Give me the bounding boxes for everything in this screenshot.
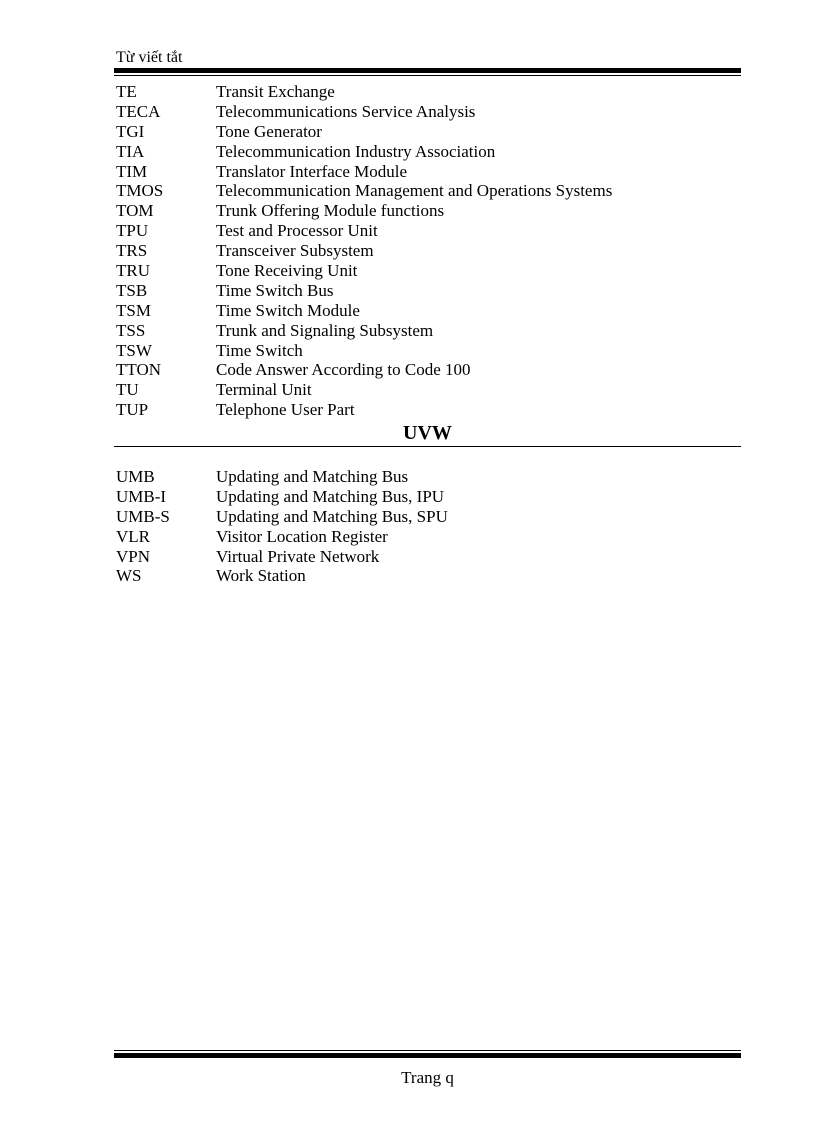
- abbreviation-meaning: Code Answer According to Code 100: [216, 360, 471, 380]
- abbreviation-meaning: Transceiver Subsystem: [216, 241, 374, 261]
- abbreviation-row: [116, 360, 741, 380]
- abbreviation-code: TSM: [116, 300, 151, 320]
- abbreviation-list-uvw: [116, 467, 741, 586]
- abbreviation-meaning: Translator Interface Module: [216, 161, 408, 181]
- page-header-title: Từ viết tắt: [116, 49, 183, 66]
- abbreviation-meaning: Visitor Location Register: [216, 526, 388, 546]
- page-number: Trang q: [401, 1068, 454, 1087]
- abbreviation-code: TU: [116, 380, 139, 400]
- abbreviation-row: [116, 102, 741, 122]
- abbreviation-row: [116, 122, 741, 142]
- abbreviation-code: UMB-I: [116, 486, 167, 506]
- section-rule: [114, 446, 741, 447]
- abbreviation-meaning: Tone Receiving Unit: [216, 261, 358, 281]
- abbreviation-meaning: Telephone User Part: [216, 400, 355, 420]
- abbreviation-meaning: Work Station: [216, 566, 306, 586]
- abbreviation-row: [116, 261, 741, 281]
- abbreviation-row: [116, 281, 741, 301]
- abbreviation-meaning: Trunk and Signaling Subsystem: [216, 320, 434, 340]
- abbreviation-row: [116, 142, 741, 162]
- footer-rule-thick: [114, 1053, 741, 1058]
- abbreviation-code: TIA: [116, 141, 145, 161]
- abbreviation-meaning: Terminal Unit: [216, 380, 312, 400]
- abbreviation-meaning: Updating and Matching Bus, IPU: [216, 486, 445, 506]
- abbreviation-code: TSS: [116, 320, 146, 340]
- abbreviation-code: UMB-S: [116, 506, 170, 526]
- abbreviation-row: [116, 162, 741, 182]
- abbreviation-meaning: Telecommunication Industry Association: [216, 141, 496, 161]
- abbreviation-meaning: Tone Generator: [216, 121, 322, 141]
- abbreviation-row: [116, 400, 741, 420]
- header-rule-thin: [114, 75, 741, 76]
- abbreviation-code: UMB: [116, 467, 155, 486]
- abbreviation-row: [116, 321, 741, 341]
- abbreviation-code: TMOS: [116, 181, 164, 201]
- abbreviation-row: [116, 566, 741, 586]
- abbreviation-code: TPU: [116, 221, 149, 241]
- abbreviation-row: [116, 82, 741, 102]
- abbreviation-code: TTON: [116, 360, 162, 380]
- abbreviation-meaning: Telecommunications Service Analysis: [216, 101, 476, 121]
- abbreviation-meaning: Transit Exchange: [216, 82, 335, 101]
- abbreviation-code: VLR: [116, 526, 150, 546]
- abbreviation-meaning: Trunk Offering Module functions: [216, 201, 445, 221]
- abbreviation-meaning: Test and Processor Unit: [216, 221, 378, 241]
- abbreviation-row: [116, 487, 741, 507]
- abbreviation-code: TOM: [116, 201, 154, 221]
- abbreviation-row: [116, 547, 741, 567]
- abbreviation-row: [116, 201, 741, 221]
- abbreviation-code: TSW: [116, 340, 152, 360]
- abbreviation-row: [116, 241, 741, 261]
- abbreviation-code: WS: [116, 566, 142, 586]
- abbreviation-meaning: Telecommunication Management and Operations Systems: [216, 181, 613, 201]
- footer-rule-thin: [114, 1050, 741, 1051]
- abbreviation-code: TRU: [116, 261, 150, 281]
- abbreviation-meaning: Time Switch: [216, 340, 303, 360]
- abbreviation-code: TSB: [116, 280, 148, 300]
- abbreviation-row: [116, 181, 741, 201]
- section-heading-uvw: UVW: [403, 422, 452, 444]
- abbreviation-code: TGI: [116, 121, 145, 141]
- abbreviation-row: [116, 380, 741, 400]
- abbreviation-row: [116, 527, 741, 547]
- abbreviation-row: [116, 301, 741, 321]
- header-rule-thick: [114, 68, 741, 73]
- abbreviation-code: TE: [116, 82, 137, 101]
- abbreviation-meaning: Updating and Matching Bus: [216, 467, 409, 486]
- abbreviation-row: [116, 467, 741, 487]
- abbreviation-list-t: [116, 82, 741, 420]
- abbreviation-code: TECA: [116, 101, 161, 121]
- abbreviation-meaning: Virtual Private Network: [216, 546, 380, 566]
- abbreviation-meaning: Time Switch Bus: [216, 280, 334, 300]
- abbreviation-code: TRS: [116, 241, 148, 261]
- abbreviation-meaning: Time Switch Module: [216, 300, 360, 320]
- abbreviation-code: TIM: [116, 161, 148, 181]
- abbreviation-row: [116, 341, 741, 361]
- abbreviation-row: [116, 221, 741, 241]
- abbreviation-code: VPN: [116, 546, 151, 566]
- abbreviation-meaning: Updating and Matching Bus, SPU: [216, 506, 448, 526]
- abbreviation-row: [116, 507, 741, 527]
- abbreviation-code: TUP: [116, 400, 149, 420]
